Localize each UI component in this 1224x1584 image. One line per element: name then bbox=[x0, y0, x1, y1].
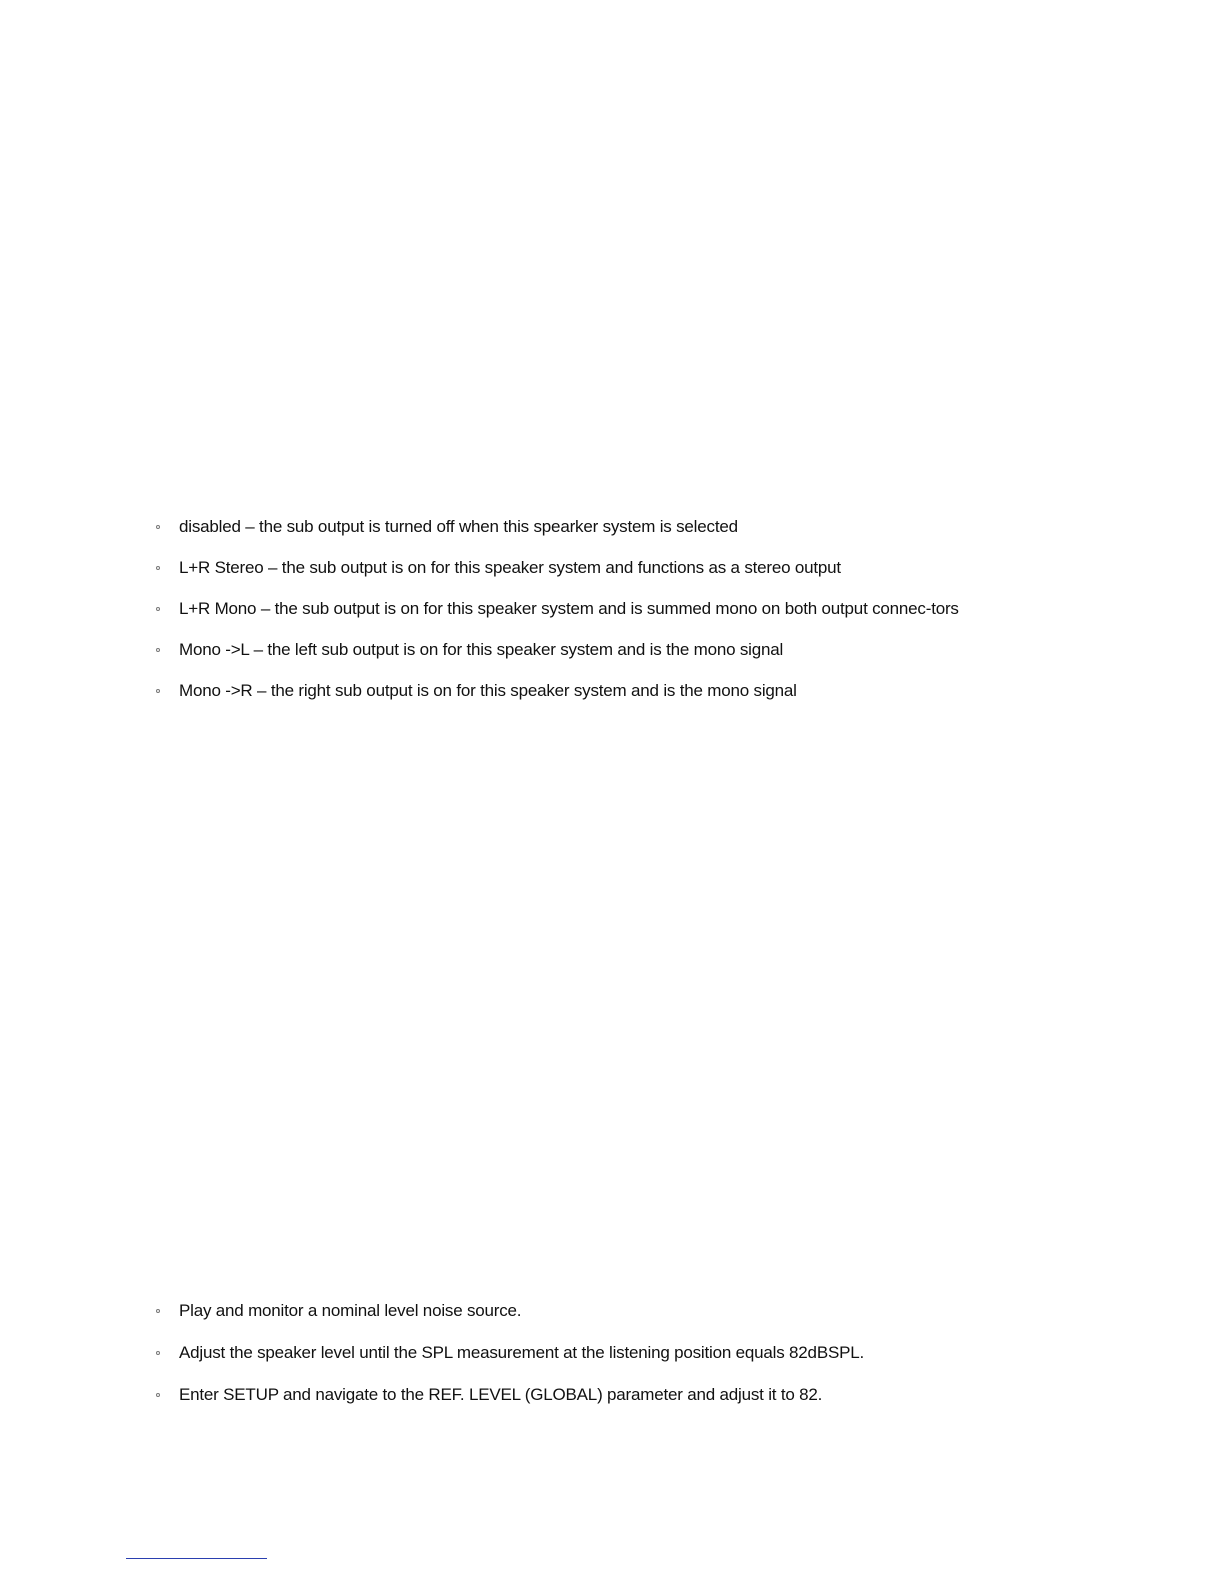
option-term: Mono ->R bbox=[179, 681, 253, 700]
calibration-steps-list bbox=[155, 1299, 1015, 1425]
bullet-icon bbox=[156, 689, 160, 693]
bullet-icon bbox=[156, 566, 160, 570]
bullet-icon bbox=[156, 525, 160, 529]
option-description: the sub output is on for this speaker system and functions as a stereo output bbox=[281, 558, 841, 577]
option-separator: – bbox=[256, 599, 275, 618]
bullet-icon bbox=[156, 607, 160, 611]
footnote-divider bbox=[126, 1558, 267, 1559]
list-item bbox=[155, 1341, 1015, 1365]
option-description: the right sub output is on for this speaker system and is the mono signal bbox=[270, 681, 797, 700]
list-item bbox=[155, 638, 1015, 662]
option-description: the sub output is on for this speaker system and is summed mono on both output connec-tors bbox=[274, 599, 959, 618]
option-term: L+R Stereo bbox=[179, 558, 264, 577]
list-item bbox=[155, 515, 1015, 539]
step-text: Play and monitor a nominal level noise source. bbox=[179, 1301, 522, 1320]
list-item bbox=[155, 1383, 1015, 1407]
option-term: L+R Mono bbox=[179, 599, 257, 618]
option-separator: – bbox=[252, 681, 271, 700]
option-description: the left sub output is on for this speaker system and is the mono signal bbox=[267, 640, 784, 659]
option-description: the sub output is turned off when this spearker system is selected bbox=[259, 517, 738, 536]
sub-output-options-list bbox=[155, 515, 1015, 720]
option-separator: – bbox=[249, 640, 268, 659]
bullet-icon bbox=[156, 1351, 160, 1355]
option-term: disabled bbox=[179, 517, 241, 536]
option-term: Mono ->L bbox=[179, 640, 250, 659]
list-item bbox=[155, 1299, 1015, 1323]
list-item bbox=[155, 556, 1015, 580]
list-item bbox=[155, 679, 1015, 703]
step-text: Adjust the speaker level until the SPL measurement at the listening position equals 82dBSPL. bbox=[179, 1343, 865, 1362]
bullet-icon bbox=[156, 1393, 160, 1397]
bullet-icon bbox=[156, 1309, 160, 1313]
option-separator: – bbox=[240, 517, 260, 536]
list-item bbox=[155, 597, 1015, 621]
step-text: Enter SETUP and navigate to the REF. LEVEL (GLOBAL) parameter and adjust it to 82. bbox=[179, 1385, 823, 1404]
bullet-icon bbox=[156, 648, 160, 652]
option-separator: – bbox=[263, 558, 282, 577]
